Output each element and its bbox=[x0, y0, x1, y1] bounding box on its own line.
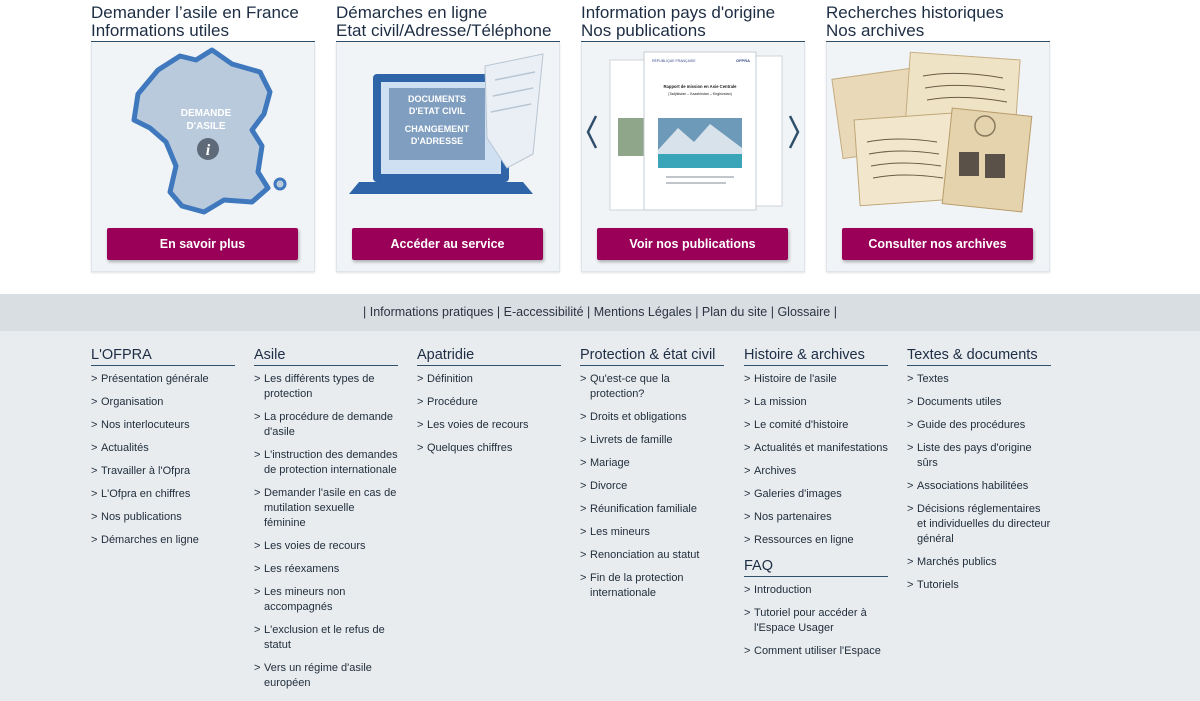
list-item bbox=[580, 525, 724, 540]
list-item bbox=[254, 448, 398, 478]
site-footer bbox=[0, 331, 1200, 701]
list-item bbox=[744, 533, 888, 548]
card-title-line1[interactable]: Recherches historiques bbox=[826, 3, 1004, 22]
footer-col-title[interactable]: Protection & état civil bbox=[580, 347, 724, 366]
footer-link[interactable]: Les voies de recours bbox=[427, 419, 529, 431]
footer-link[interactable]: Présentation générale bbox=[101, 373, 209, 385]
footer-link[interactable]: Actualités bbox=[101, 442, 149, 454]
footer-link[interactable]: Tutoriel pour accéder à l'Espace Usager bbox=[754, 607, 867, 634]
list-item bbox=[744, 644, 888, 659]
list-item bbox=[580, 410, 724, 425]
card-body bbox=[91, 42, 315, 272]
separator: | bbox=[830, 305, 837, 319]
card-archives bbox=[826, 0, 1050, 251]
footer-link[interactable]: Les réexamens bbox=[264, 563, 340, 575]
card-body bbox=[826, 42, 1050, 272]
footer-link[interactable]: Associations habilitées bbox=[917, 480, 1029, 492]
list-item bbox=[744, 583, 888, 598]
footer-link[interactable]: Le comité d'histoire bbox=[754, 419, 849, 431]
footer-list bbox=[744, 372, 888, 548]
footer-link[interactable]: Ressources en ligne bbox=[754, 534, 854, 546]
list-item bbox=[417, 395, 561, 410]
card-title-line2[interactable]: Etat civil/Adresse/Téléphone bbox=[336, 21, 552, 40]
list-item bbox=[907, 479, 1051, 494]
link-e-accessibility[interactable]: E-accessibilité bbox=[503, 305, 584, 319]
card-title-line2[interactable]: Informations utiles bbox=[91, 21, 229, 40]
separator: | bbox=[767, 305, 778, 319]
footer-link[interactable]: Archives bbox=[754, 465, 797, 477]
list-item bbox=[91, 441, 235, 456]
card-title-line1[interactable]: Information pays d'origine bbox=[581, 3, 776, 22]
list-item bbox=[254, 539, 398, 554]
footer-list bbox=[91, 372, 235, 548]
list-item bbox=[744, 510, 888, 525]
list-item bbox=[91, 418, 235, 433]
list-item bbox=[744, 395, 888, 410]
list-item bbox=[254, 410, 398, 440]
list-item bbox=[580, 548, 724, 563]
cover-subtitle: (Tadjikistan – Kazakhstan – Kirghizstan) bbox=[668, 92, 732, 96]
cover-text-line bbox=[666, 182, 726, 184]
list-item bbox=[580, 571, 724, 601]
card-body bbox=[581, 42, 805, 272]
card-title-line1[interactable]: Demander l’asile en France bbox=[91, 3, 299, 22]
footer-link[interactable]: Liste des pays d'origine sûrs bbox=[917, 442, 1032, 469]
list-item bbox=[744, 372, 888, 387]
card-publications bbox=[581, 0, 805, 251]
footer-link[interactable]: Quelques chiffres bbox=[427, 442, 513, 454]
footer-link[interactable]: Organisation bbox=[101, 396, 164, 408]
footer-link[interactable]: Comment utiliser l'Espace bbox=[754, 645, 881, 657]
footer-link[interactable]: Textes bbox=[917, 373, 949, 385]
footer-list bbox=[907, 372, 1051, 593]
footer-link[interactable]: Mariage bbox=[590, 457, 630, 469]
list-item bbox=[254, 372, 398, 402]
publications-carousel[interactable] bbox=[582, 42, 806, 222]
list-item bbox=[254, 585, 398, 615]
list-item bbox=[91, 395, 235, 410]
footer-col-title[interactable]: Histoire & archives bbox=[744, 347, 888, 366]
list-item bbox=[744, 606, 888, 636]
footer-link[interactable]: Fin de la protection internationale bbox=[590, 572, 684, 599]
list-item bbox=[254, 661, 398, 691]
cover-photo-lake bbox=[658, 154, 742, 168]
list-item bbox=[91, 533, 235, 548]
footer-link[interactable]: Réunification familiale bbox=[590, 503, 697, 515]
list-item bbox=[907, 555, 1051, 570]
footer-link[interactable]: Nos partenaires bbox=[754, 511, 832, 523]
laptop-text-line1: DOCUMENTS bbox=[408, 94, 466, 104]
footer-link[interactable]: Procédure bbox=[427, 396, 478, 408]
list-item bbox=[417, 372, 561, 387]
footer-link[interactable]: La mission bbox=[754, 396, 807, 408]
footer-col-title[interactable]: Textes & documents bbox=[907, 347, 1051, 366]
footer-list bbox=[254, 372, 398, 691]
separator: | bbox=[363, 305, 370, 319]
separator: | bbox=[493, 305, 504, 319]
list-item bbox=[907, 441, 1051, 471]
view-publications-button[interactable]: Voir nos publications bbox=[597, 228, 788, 260]
footer-list bbox=[744, 583, 888, 659]
card-title[interactable] bbox=[91, 0, 315, 42]
list-item bbox=[254, 562, 398, 577]
list-item bbox=[417, 441, 561, 456]
footer-link[interactable]: Les mineurs non accompagnés bbox=[264, 586, 346, 613]
cover-header-right: OFPRA bbox=[736, 58, 750, 63]
footer-link[interactable]: Décisions réglementaires et individuelles du directeur général bbox=[917, 503, 1051, 545]
list-item bbox=[744, 418, 888, 433]
map-text-line1: DEMANDE bbox=[180, 108, 232, 119]
laptop-text-line2: D'ETAT CIVIL bbox=[408, 106, 466, 116]
footer-link[interactable]: Introduction bbox=[754, 584, 812, 596]
footer-link[interactable]: L'exclusion et le refus de statut bbox=[264, 624, 385, 651]
card-body bbox=[336, 42, 560, 272]
list-item bbox=[580, 456, 724, 471]
footer-col-statelessness bbox=[417, 347, 561, 464]
laptop-text-line3: CHANGEMENT bbox=[404, 124, 470, 134]
footer-col-title[interactable]: FAQ bbox=[744, 558, 888, 577]
laptop-image[interactable] bbox=[337, 42, 561, 222]
footer-link[interactable]: L'instruction des demandes de protection internationale bbox=[264, 449, 398, 476]
footer-link[interactable]: Les voies de recours bbox=[264, 540, 366, 552]
list-item bbox=[91, 510, 235, 525]
consult-archives-button[interactable]: Consulter nos archives bbox=[842, 228, 1033, 260]
card-asylum bbox=[91, 0, 315, 251]
footer-link[interactable]: Démarches en ligne bbox=[101, 534, 199, 546]
list-item bbox=[907, 502, 1051, 547]
list-item bbox=[254, 486, 398, 531]
info-icon-glyph: i bbox=[205, 142, 211, 159]
carousel-next-icon[interactable] bbox=[790, 116, 798, 148]
footer-link[interactable]: Livrets de famille bbox=[590, 434, 673, 446]
footer-link[interactable]: Les différents types de protection bbox=[264, 373, 375, 400]
cover-header-left: RÉPUBLIQUE FRANÇAISE bbox=[652, 59, 696, 63]
list-item bbox=[580, 372, 724, 402]
list-item bbox=[91, 372, 235, 387]
learn-more-button[interactable]: En savoir plus bbox=[107, 228, 298, 260]
separator: | bbox=[583, 305, 594, 319]
footer-col-history bbox=[744, 347, 888, 667]
list-item bbox=[744, 441, 888, 456]
list-item bbox=[907, 395, 1051, 410]
footer-link[interactable]: Actualités et manifestations bbox=[754, 442, 888, 454]
footer-link[interactable]: Qu'est-ce que la protection? bbox=[590, 373, 670, 400]
footer-link[interactable]: Nos interlocuteurs bbox=[101, 419, 190, 431]
access-service-button[interactable]: Accéder au service bbox=[352, 228, 543, 260]
list-item bbox=[907, 372, 1051, 387]
list-item bbox=[744, 464, 888, 479]
utility-links-bar bbox=[0, 294, 1200, 331]
footer-link[interactable]: Droits et obligations bbox=[590, 411, 687, 423]
footer-link[interactable]: Les mineurs bbox=[590, 526, 650, 538]
list-item bbox=[580, 502, 724, 517]
footer-col-texts bbox=[907, 347, 1051, 601]
cover-text-line bbox=[666, 176, 734, 178]
footer-col-title[interactable]: Asile bbox=[254, 347, 398, 366]
carousel-prev-icon[interactable] bbox=[588, 116, 596, 148]
footer-link[interactable]: Marchés publics bbox=[917, 556, 997, 568]
footer-link[interactable]: Travailler à l'Ofpra bbox=[101, 465, 191, 477]
list-item bbox=[580, 433, 724, 448]
footer-col-title[interactable]: Apatridie bbox=[417, 347, 561, 366]
card-title[interactable] bbox=[581, 0, 805, 42]
map-text-line2: D'ASILE bbox=[186, 121, 226, 132]
archives-image[interactable] bbox=[827, 42, 1051, 222]
feature-cards bbox=[91, 0, 1051, 294]
footer-link[interactable]: Histoire de l'asile bbox=[754, 373, 837, 385]
laptop-base bbox=[349, 182, 533, 194]
footer-link[interactable]: Divorce bbox=[590, 480, 628, 492]
list-item bbox=[91, 487, 235, 502]
footer-faq-section bbox=[744, 558, 888, 659]
card-title[interactable] bbox=[336, 0, 560, 42]
footer-link[interactable]: Tutoriels bbox=[917, 579, 959, 591]
footer-col-title[interactable]: L'OFPRA bbox=[91, 347, 235, 366]
footer-link[interactable]: Documents utiles bbox=[917, 396, 1002, 408]
link-practical-info[interactable]: Informations pratiques bbox=[369, 305, 494, 319]
link-glossary[interactable]: Glossaire bbox=[777, 305, 831, 319]
footer-link[interactable]: Guide des procédures bbox=[917, 419, 1026, 431]
list-item bbox=[417, 418, 561, 433]
cover-title: Rapport de mission en Asie Centrale bbox=[663, 84, 737, 89]
footer-link[interactable]: Définition bbox=[427, 373, 473, 385]
footer-link[interactable]: Demander l'asile en cas de mutilation sexuelle féminine bbox=[264, 487, 397, 529]
footer-list bbox=[580, 372, 724, 601]
footer-link[interactable]: Nos publications bbox=[101, 511, 182, 523]
footer-col-asylum bbox=[254, 347, 398, 699]
link-legal-notice[interactable]: Mentions Légales bbox=[593, 305, 692, 319]
list-item bbox=[91, 464, 235, 479]
separator: | bbox=[691, 305, 702, 319]
card-title-line2[interactable]: Nos publications bbox=[581, 21, 706, 40]
archive-photo bbox=[959, 152, 979, 176]
card-online-services bbox=[336, 0, 560, 251]
footer-link[interactable]: L'Ofpra en chiffres bbox=[101, 488, 191, 500]
laptop-text-line4: D'ADRESSE bbox=[410, 136, 464, 146]
footer-link[interactable]: La procédure de demande d'asile bbox=[264, 411, 394, 438]
link-sitemap[interactable]: Plan du site bbox=[701, 305, 768, 319]
list-item bbox=[254, 623, 398, 653]
archive-photo bbox=[985, 154, 1005, 178]
france-map-image[interactable] bbox=[92, 42, 316, 222]
footer-link[interactable]: Renonciation au statut bbox=[590, 549, 700, 561]
list-item bbox=[907, 418, 1051, 433]
footer-link[interactable]: Vers un régime d'asile européen bbox=[264, 662, 372, 689]
list-item bbox=[580, 479, 724, 494]
list-item bbox=[907, 578, 1051, 593]
footer-list bbox=[417, 372, 561, 456]
footer-col-protection bbox=[580, 347, 724, 609]
footer-link[interactable]: Galeries d'images bbox=[754, 488, 842, 500]
card-title-line2[interactable]: Nos archives bbox=[826, 21, 925, 40]
list-item bbox=[744, 487, 888, 502]
corsica-shape bbox=[275, 179, 285, 189]
card-title-line1[interactable]: Démarches en ligne bbox=[336, 3, 488, 22]
card-title[interactable] bbox=[826, 0, 1050, 42]
footer-col-ofpra bbox=[91, 347, 235, 556]
